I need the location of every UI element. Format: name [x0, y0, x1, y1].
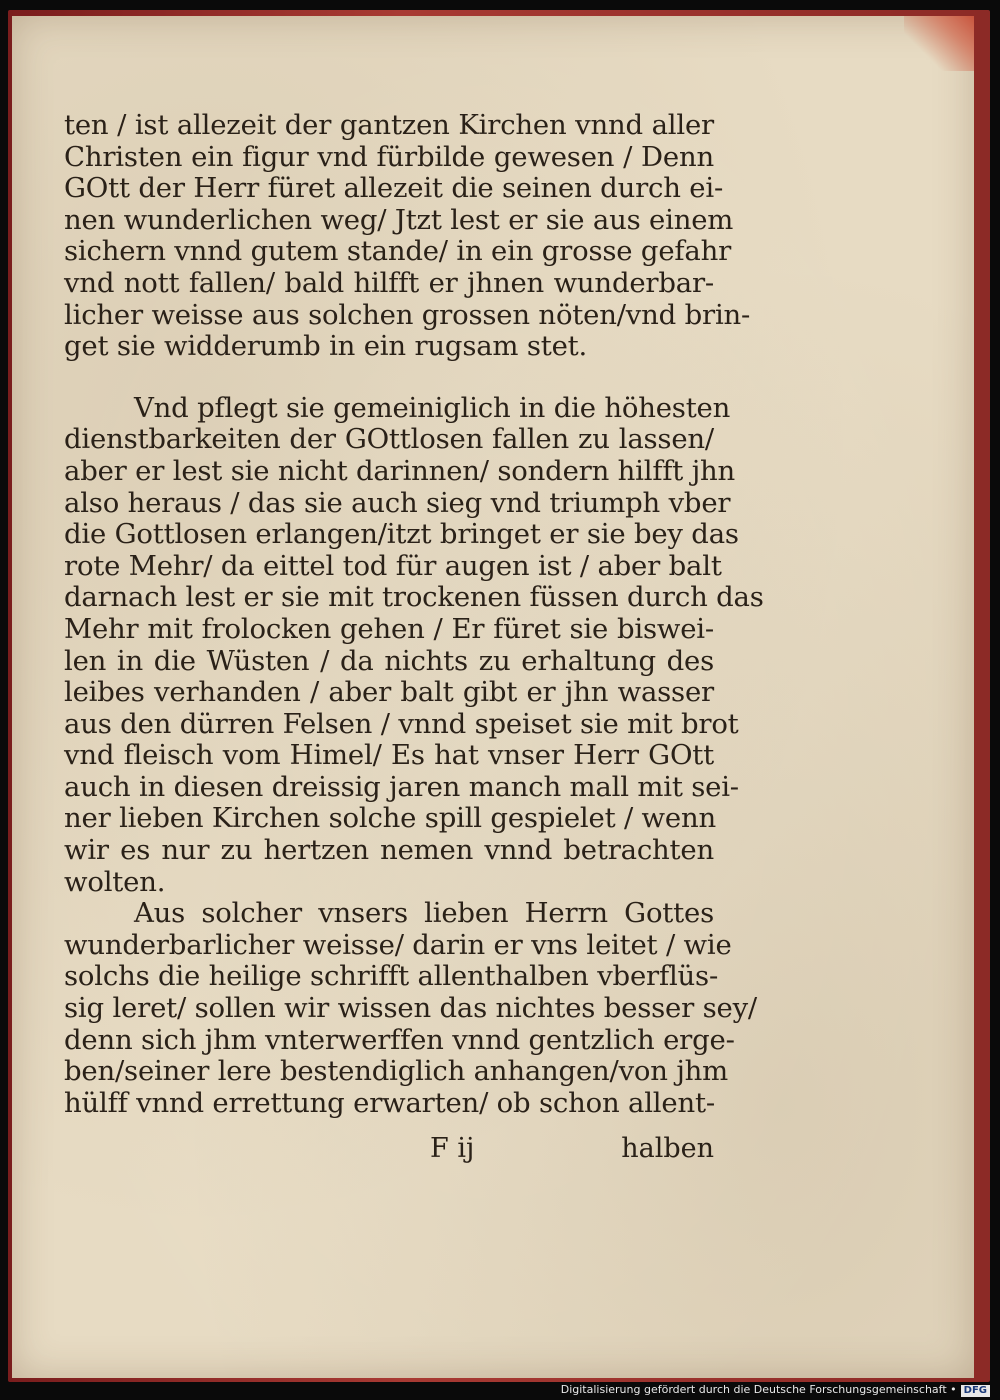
text-line: ben/seiner lere bestendiglich anhangen/von jhm: [64, 1055, 729, 1088]
text-line: die Gottlosen erlangen/itzt bringet er sie bey das: [64, 518, 739, 551]
text-line: sichern vnnd gutem stande/ in ein grosse gefahr: [64, 235, 732, 268]
text-line: Vnd pflegt sie gemeiniglich in die höhesten: [134, 391, 731, 424]
text-line: ten / ist allezeit der gantzen Kirchen vnnd aller: [64, 109, 714, 141]
credit-text: Digitalisierung gefördert durch die Deutsche Forschungsgemeinschaft •: [560, 1383, 957, 1396]
page-footer-marks: [64, 1133, 714, 1167]
text-line: auch in diesen dreissig jaren manch mall mit sei-: [64, 770, 739, 803]
text-line: Aus solcher vnsers lieben Herrn Gottes: [134, 897, 714, 930]
text-line: leibes verhanden / aber balt gibt er jhn wasser: [64, 676, 714, 709]
page-corner-wear: [904, 16, 974, 71]
paragraph-2: [64, 391, 764, 899]
text-line: Mehr mit frolocken gehen / Er füret sie biswei-: [64, 612, 714, 645]
text-line: ner lieben Kirchen solche spill gespielet / wenn: [64, 802, 716, 835]
paragraph-1: [64, 109, 751, 363]
text-line: darnach lest er sie mit trockenen füssen durch das: [64, 581, 764, 614]
page-text: [64, 109, 764, 1119]
text-line: GOtt der Herr füret allezeit die seinen durch ei-: [64, 172, 724, 205]
text-line: wolten.: [64, 865, 166, 898]
catchword: halben: [621, 1133, 714, 1164]
text-line: len in die Wüsten / da nichts zu erhaltung des: [64, 644, 714, 677]
text-line: aber er lest sie nicht darinnen/ sondern hilfft jhn: [64, 454, 736, 487]
text-line: licher weisse aus solchen grossen nöten/vnd brin-: [64, 298, 751, 331]
text-line: also heraus / das sie auch sieg vnd triumph vber: [64, 486, 731, 519]
paragraph-gap: [64, 363, 714, 393]
text-line: solchs die heilige schrifft allenthalben vberflüs-: [64, 960, 719, 993]
text-line: aus den dürren Felsen / vnnd speiset sie mit brot: [64, 707, 739, 740]
text-line: Christen ein figur vnd fürbilde gewesen / Denn: [64, 140, 714, 173]
text-line: dienstbarkeiten der GOttlosen fallen zu lassen/: [64, 423, 714, 456]
text-line: wir es nur zu hertzen nemen vnnd betrachten: [64, 834, 714, 867]
dfg-logo-icon: DFG: [961, 1385, 990, 1397]
paragraph-3: [64, 897, 757, 1119]
text-line: get sie widderumb in ein rugsam stet.: [64, 330, 588, 363]
signature-mark: F ij: [430, 1133, 475, 1164]
text-line: denn sich jhm vnterwerffen vnnd gentzlich erge-: [64, 1023, 735, 1056]
text-line: rote Mehr/ da eittel tod für augen ist / aber balt: [64, 549, 722, 582]
text-line: sig leret/ sollen wir wissen das nichtes besser sey/: [64, 992, 757, 1025]
text-line: vnd nott fallen/ bald hilfft er jhnen wunderbar-: [64, 266, 714, 299]
text-line: hülff vnnd errettung erwarten/ ob schon allent-: [64, 1086, 715, 1119]
text-line: nen wunderlichen weg/ Jtzt lest er sie aus einem: [64, 203, 734, 236]
text-line: wunderbarlicher weisse/ darin er vns leitet / wie: [64, 928, 732, 961]
text-line: vnd fleisch vom Himel/ Es hat vnser Herr GOtt: [64, 739, 714, 772]
digitization-credit: [561, 1383, 990, 1397]
